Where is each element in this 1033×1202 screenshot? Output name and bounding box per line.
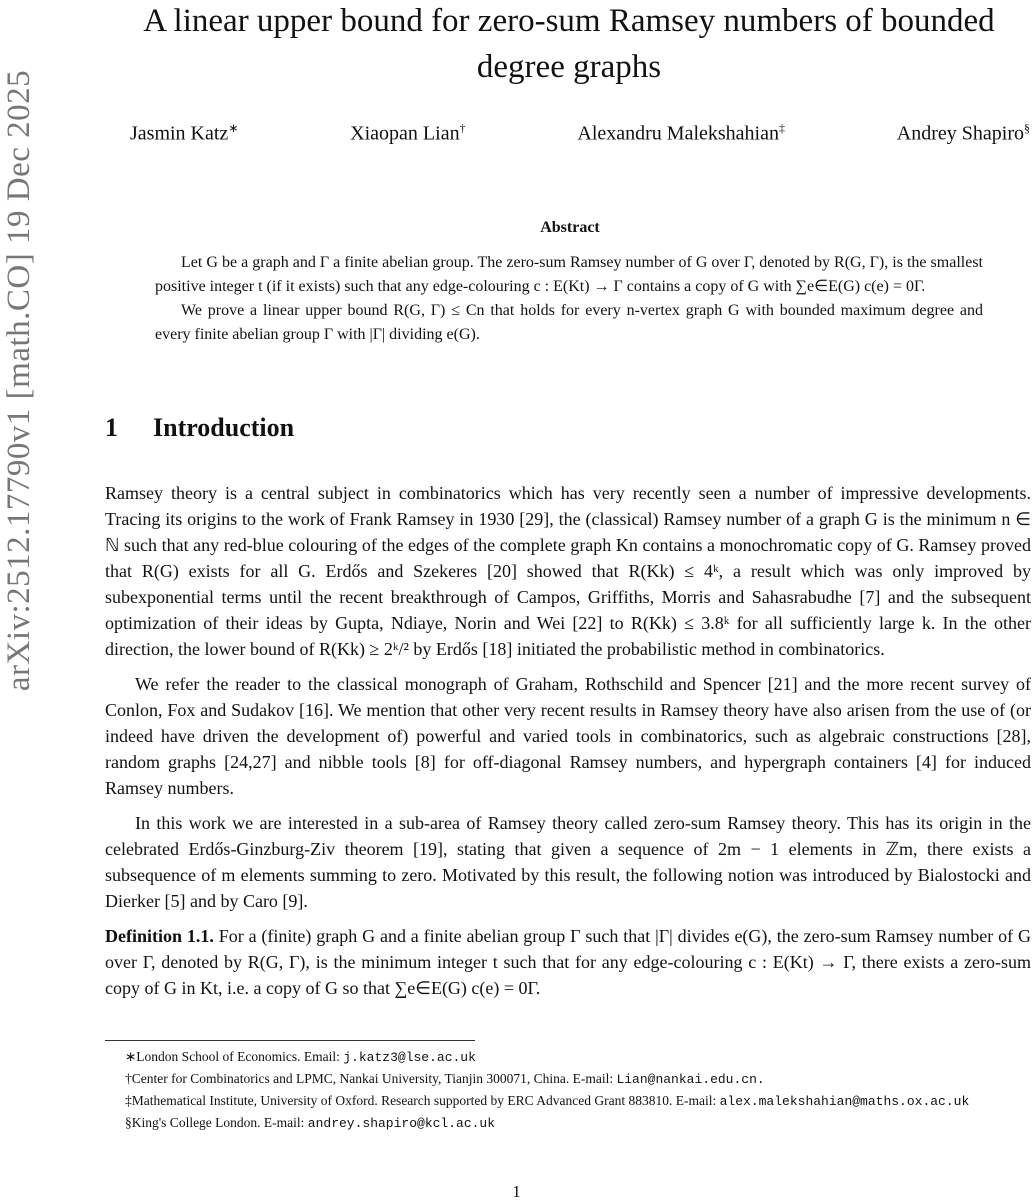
footnote: †Center for Combinatorics and LPMC, Nankai University, Tianjin 300071, China. E-mail: Lian@nankai.edu.cn.: [125, 1071, 765, 1087]
body-paragraph: We refer the reader to the classical monograph of Graham, Rothschild and Spencer [21] and the more recent survey of Conlon, Fox and Sudakov [16]. We mention that other very recent results in Ramsey theory have also arisen from the use of (or indeed have driven the development of) powerful and varied tools in combinatorics, such as algebraic constructions [28], random graphs [24,27] and nibble tools [8] for off-diagonal Ramsey numbers, and hypergraph containers [4] for induced Ramsey numbers.: [105, 674, 1031, 798]
body-paragraph: In this work we are interested in a sub-area of Ramsey theory called zero-sum Ramsey theory. This has its origin in the celebrated Erdős-Ginzburg-Ziv theorem [19], stating that given a sequence of 2m − 1 elements in ℤm, there exists a subsequence of m elements summing to zero. Motivated by this result, the following notion was introduced by Bialostocki and Dierker [5] and by Caro [9].: [105, 813, 1031, 911]
author: Xiaopan Lian†: [350, 121, 466, 145]
page-number: 1: [512, 1182, 521, 1201]
section-number: 1: [105, 413, 118, 442]
author: Andrey Shapiro§: [896, 121, 1030, 145]
section-heading: [105, 413, 294, 443]
definition-text: For a (finite) graph G and a finite abelian group Γ such that |Γ| divides e(G), the zero-sum Ramsey number of G over Γ, denoted by R(G, Γ), is the minimum integer t such that for any edge-colouring c : E(Kt) → Γ, there exists a zero-sum copy of G in Kt, i.e. a copy of G so that ∑e∈E(G) c(e) = 0Γ.: [105, 926, 1031, 998]
abstract-body: [155, 251, 983, 347]
author: Alexandru Malekshahian‡: [577, 121, 785, 145]
body-paragraph: Ramsey theory is a central subject in combinatorics which has very recently seen a number of impressive developments. Tracing its origins to the work of Frank Ramsey in 1930 [29], the (classical) Ramsey number of a graph G is the minimum n ∈ ℕ such that any red-blue colouring of the edges of the complete graph Kn contains a monochromatic copy of G. Ramsey proved that R(G) exists for all G. Erdős and Szekeres [20] showed that R(Kk) ≤ 4ᵏ, a result which was only improved by subexponential terms until the recent breakthrough of Campos, Griffiths, Morris and Sahasrabudhe [7] and the subsequent optimization of their ideas by Gupta, Ndiaye, Norin and Wei [22] to R(Kk) ≤ 3.8ᵏ for all sufficiently large k. In the other direction, the lower bound of R(Kk) ≥ 2ᵏ/² by Erdős [18] initiated the probabilistic method in combinatorics.: [105, 483, 1031, 659]
email-link[interactable]: alex.malekshahian@maths.ox.ac.uk: [719, 1094, 970, 1109]
footnote: §King's College London. E-mail: andrey.shapiro@kcl.ac.uk: [125, 1115, 496, 1131]
email-link[interactable]: Lian@nankai.edu.cn.: [616, 1072, 765, 1087]
body-text: [105, 480, 1031, 1010]
author: Jasmin Katz∗: [130, 121, 239, 145]
email-link[interactable]: andrey.shapiro@kcl.ac.uk: [307, 1116, 496, 1131]
footnote: ∗London School of Economics. Email: j.katz3@lse.ac.uk: [125, 1049, 476, 1065]
abstract-paragraph: Let G be a graph and Γ a finite abelian group. The zero-sum Ramsey number of G over Γ, denoted by R(G, Γ), is the smallest positive integer t (if it exists) such that any edge-colouring c : E(Kt) → Γ contains a copy of G with ∑e∈E(G) c(e) = 0Γ.: [155, 254, 983, 295]
footnotes: [105, 1046, 1031, 1134]
footnote: ‡Mathematical Institute, University of Oxford. Research supported by ERC Advanced Grant 883810. E-mail: alex.malekshahian@maths.ox.ac.uk: [125, 1093, 970, 1109]
abstract-heading: Abstract: [540, 219, 600, 236]
definition: [105, 923, 1031, 1001]
author-list: [130, 121, 1030, 146]
arxiv-sidebar: [0, 69, 40, 691]
abstract-paragraph: We prove a linear upper bound R(G, Γ) ≤ Cn that holds for every n-vertex graph G with bounded maximum degree and every finite abelian group Γ with |Γ| dividing e(G).: [155, 302, 983, 343]
definition-label: Definition 1.1.: [105, 926, 214, 946]
paper-title: A linear upper bound for zero-sum Ramsey numbers of bounded degree graphs: [143, 3, 995, 85]
footnote-rule: [105, 1040, 475, 1041]
section-title: Introduction: [153, 413, 295, 442]
arxiv-identifier: arXiv:2512.17790v1 [math.CO] 19 Dec 2025: [1, 69, 38, 691]
email-link[interactable]: j.katz3@lse.ac.uk: [343, 1050, 476, 1065]
